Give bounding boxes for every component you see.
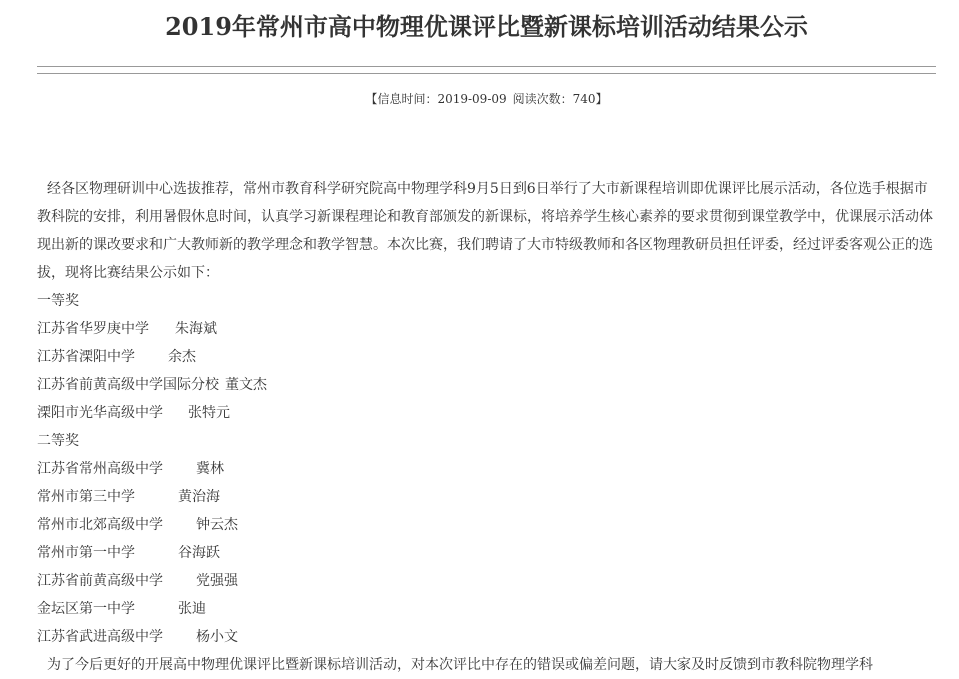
winner-name: 黄治海: [178, 489, 220, 505]
article-title: 2019年常州市高中物理优课评比暨新课标培训活动结果公示: [165, 12, 808, 41]
winner-school: 江苏省华罗庚中学: [37, 321, 149, 337]
winner-school: 江苏省溧阳中学: [37, 349, 135, 365]
winner-school: 常州市第三中学: [37, 489, 135, 505]
winner-name: 朱海斌: [175, 321, 217, 337]
winner-school: 江苏省前黄高级中学: [37, 573, 163, 589]
winner-name: 冀林: [196, 461, 224, 477]
meta-time-value: 2019-09-09: [437, 92, 507, 106]
winner-row: [37, 623, 937, 651]
winner-row: [37, 399, 937, 427]
winner-row: [37, 343, 937, 371]
winner-row: [37, 371, 937, 399]
winner-name: 张特元: [188, 405, 230, 421]
winner-school: 常州市北郊高级中学: [37, 517, 163, 533]
meta-time-label: 信息时间：: [377, 92, 438, 106]
second-prize-heading: 二等奖: [37, 433, 79, 449]
closing-paragraph: 为了今后更好的开展高中物理优课评比暨新课标培训活动，对本次评比中存在的错误或偏差问题，请大家及时反馈到市教科院物理学科: [47, 657, 873, 673]
winner-row: [37, 539, 937, 567]
winner-row: [37, 511, 937, 539]
winner-school: 江苏省武进高级中学: [37, 629, 163, 645]
winner-school: 金坛区第一中学: [37, 601, 135, 617]
winner-row: [37, 567, 937, 595]
winner-name: 钟云杰: [196, 517, 238, 533]
winner-school: 常州市第一中学: [37, 545, 135, 561]
winner-name: 党强强: [196, 573, 238, 589]
winner-school: 江苏省常州高级中学: [37, 461, 163, 477]
title-divider-bottom: [37, 73, 936, 74]
meta-close-bracket: 】: [595, 92, 608, 106]
winner-name: 余杰: [168, 349, 196, 365]
winner-school: 江苏省前黄高级中学国际分校: [37, 377, 219, 393]
winner-name: 杨小文: [196, 629, 238, 645]
first-prize-heading: 一等奖: [37, 293, 79, 309]
winner-row: [37, 595, 937, 623]
article-body: [37, 175, 937, 679]
winner-school: 溧阳市光华高级中学: [37, 405, 163, 421]
title-divider-top: [37, 66, 936, 67]
article-meta: [37, 90, 936, 108]
winner-row: [37, 483, 937, 511]
intro-paragraph: 经各区物理研训中心选拔推荐，常州市教育科学研究院高中物理学科9月5日到6日举行了大市新课程培训即优课评比展示活动，各位选手根据市教科院的安排，利用暑假休息时间，认真学习新课程理论和教育部颁发的新课标，将培养学生核心素养的要求贯彻到课堂教学中，优课展示活动体现出新的课改要求和广大教师新的教学理念和教学智慧。本次比赛，我们聘请了大市特级教师和各区物理教研员担任评委，经过评委客观公正的选拔，现将比赛结果公示如下：: [37, 181, 933, 281]
winner-name: 董文杰: [225, 377, 267, 393]
meta-open-bracket: 【: [365, 92, 378, 106]
winner-name: 谷海跃: [178, 545, 220, 561]
winner-name: 张迪: [178, 601, 206, 617]
winner-row: [37, 315, 937, 343]
meta-views-label: 阅读次数：: [512, 92, 573, 106]
meta-views-value: 740: [572, 92, 596, 106]
winner-row: [37, 455, 937, 483]
